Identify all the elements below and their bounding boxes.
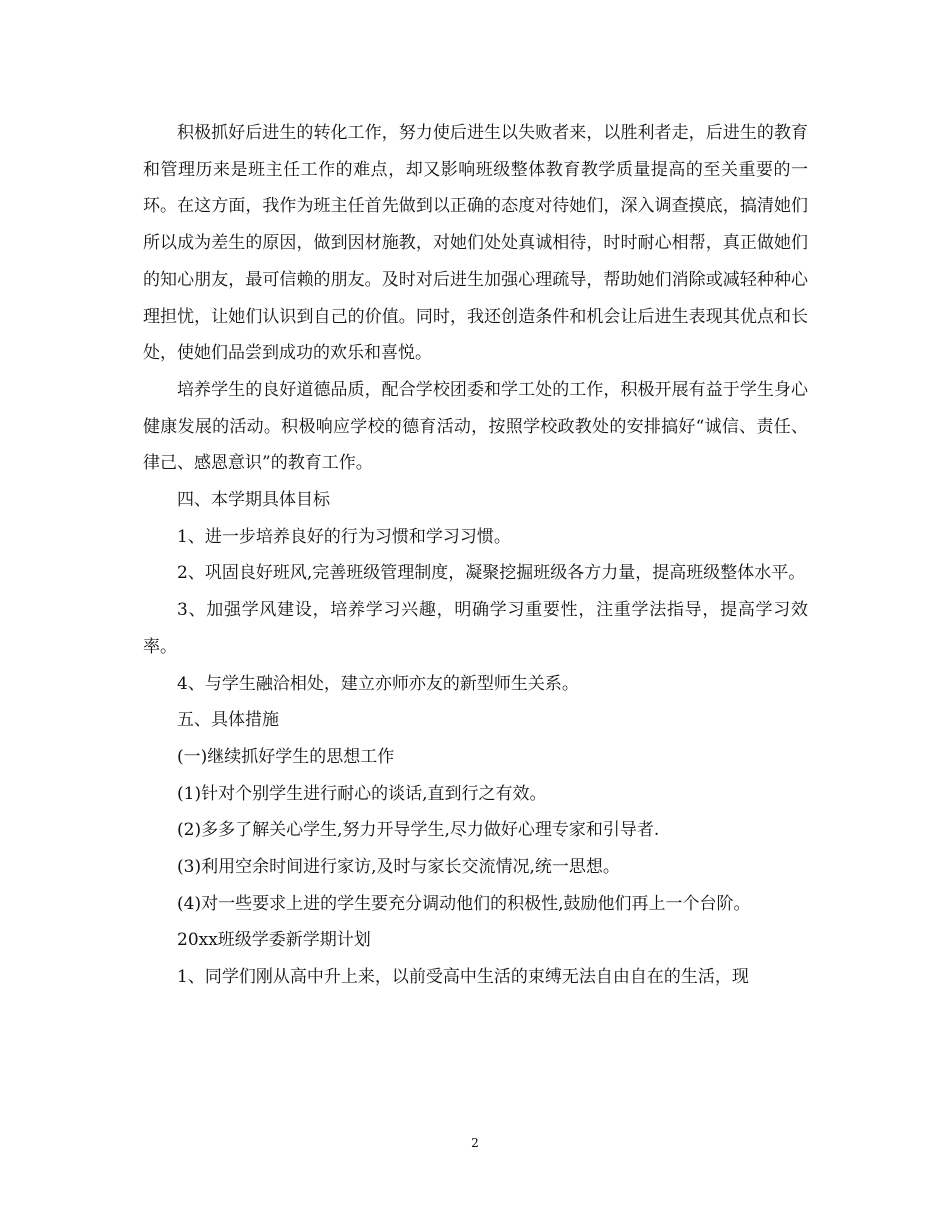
measure-item-3: (3)利用空余时间进行家访,及时与家长交流情况,统一思想。 <box>177 857 620 878</box>
paragraph-moral-education: 培养学生的良好道德品质，配合学校团委和学工处的工作，积极开展有益于学生身心健康发展的活动。积极响应学校的德育活动，按照学校政教处的安排搞好“诚信、责任、律己、感恩意识”的教育工作。 <box>143 379 808 474</box>
goal-item-1: 1、进一步培养良好的行为习惯和学习习惯。 <box>177 526 511 547</box>
measure-item-4: (4)对一些要求上进的学生要充分调动他们的积极性,鼓励他们再上一个台阶。 <box>177 893 751 914</box>
paragraph-underachiever-work: 积极抓好后进生的转化工作，努力使后进生以失败者来，以胜利者走，后进生的教育和管理历来是班主任工作的难点，却又影响班级整体教育教学质量提高的至关重要的一环。在这方面，我作为班主任首先做到以正确的态度对待她们，深入调查摸底，搞清她们所以成为差生的原因，做到因材施教，对她们处处真诚相待，时时耐心相帮，真正做她们的知心朋友，最可信赖的朋友。及时对后进生加强心理疏导，帮助她们消除或减轻种种心理担忧，让她们认识到自己的价值。同时，我还创造条件和机会让后进生表现其优点和长处，使她们品尝到成功的欢乐和喜悦。 <box>143 123 808 364</box>
measure-item-1: (1)针对个别学生进行耐心的谈话,直到行之有效。 <box>177 783 547 804</box>
measure-item-2: (2)多多了解关心学生,努力开导学生,尽力做好心理专家和引导者. <box>177 820 660 841</box>
section-heading-measures: 五、具体措施 <box>177 710 279 731</box>
section-heading-study-plan: 20xx班级学委新学期计划 <box>177 930 371 951</box>
section-heading-goals: 四、本学期具体目标 <box>177 490 330 511</box>
goal-item-3: 3、加强学风建设，培养学习兴趣，明确学习重要性，注重学法指导，提高学习效率。 <box>143 600 808 657</box>
goal-item-4: 4、与学生融洽相处，建立亦师亦友的新型师生关系。 <box>177 673 579 694</box>
document-body <box>143 115 808 996</box>
page-number: 2 <box>471 1136 479 1150</box>
paragraph-study-plan-1: 1、同学们刚从高中升上来，以前受高中生活的束缚无法自由自在的生活，现 <box>177 967 749 988</box>
subsection-heading-thought-work: (一)继续抓好学生的思想工作 <box>177 746 395 767</box>
goal-item-2: 2、巩固良好班风,完善班级管理制度，凝聚挖掘班级各方力量，提高班级整体水平。 <box>177 563 806 584</box>
